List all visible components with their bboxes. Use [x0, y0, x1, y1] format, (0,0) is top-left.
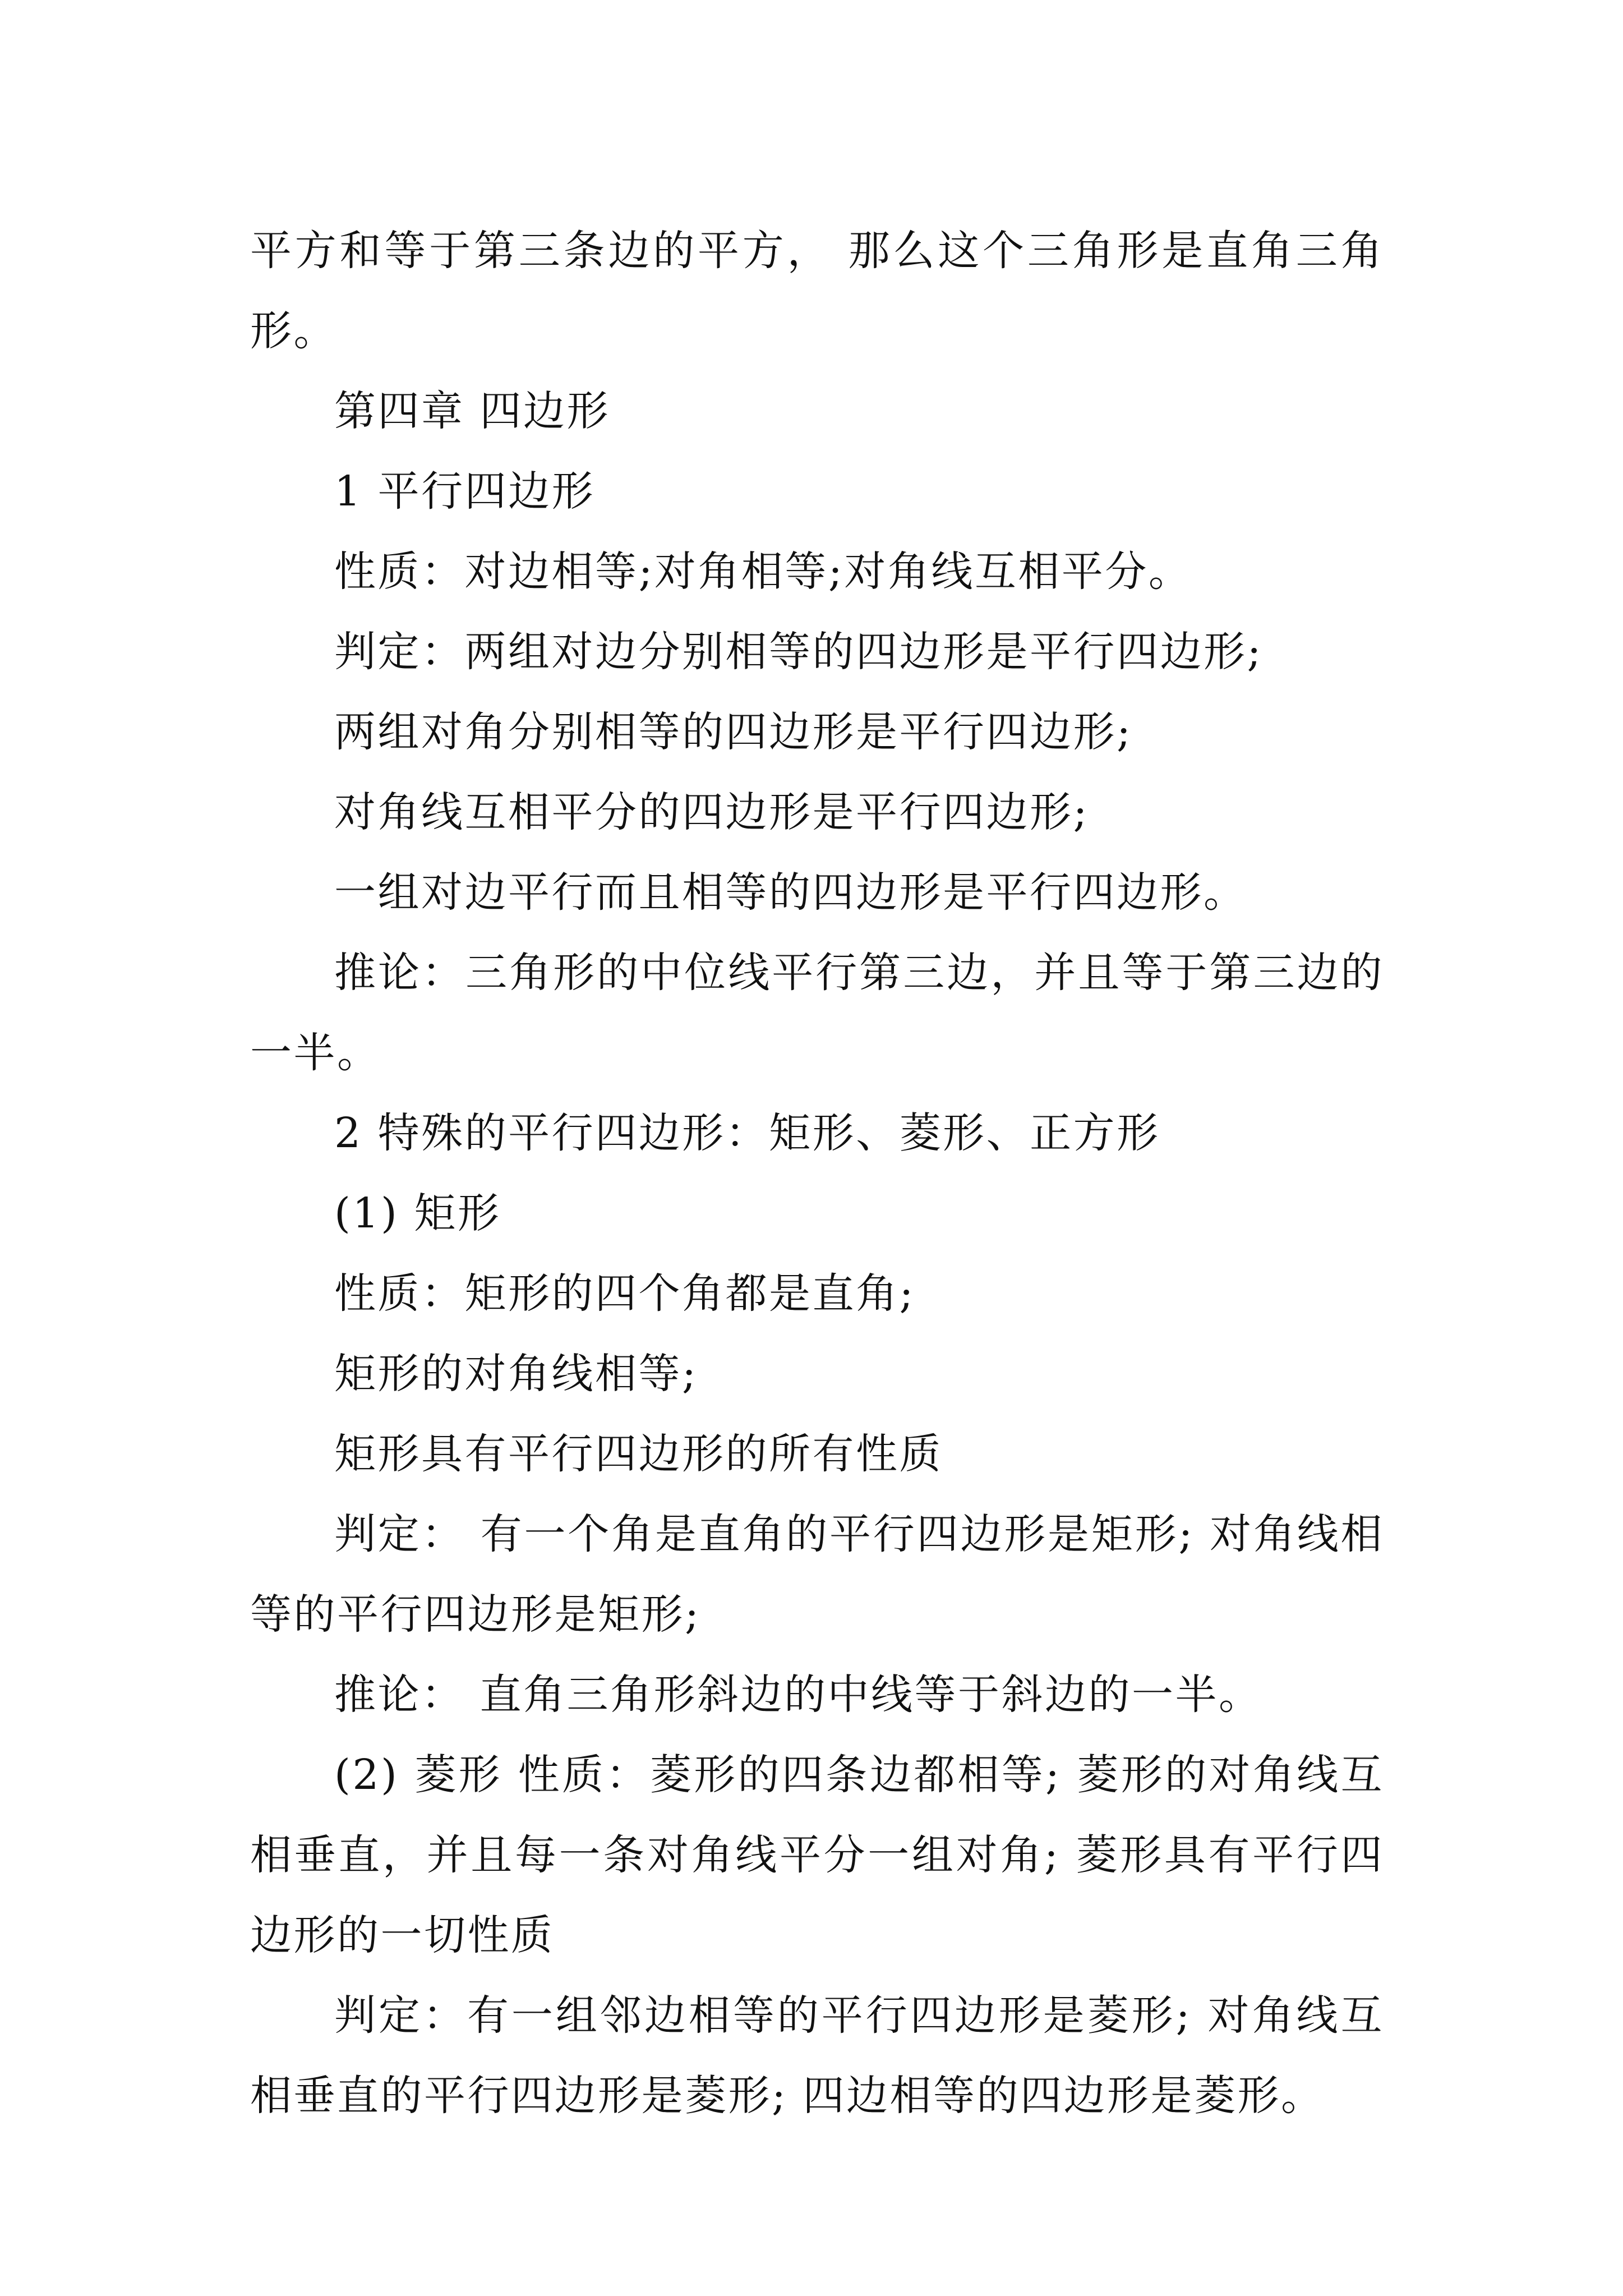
document-body	[250, 211, 1384, 2136]
paragraph-continuation: 平方和等于第三条边的平方， 那么这个三角形是直角三角形。	[250, 227, 1384, 355]
paragraph-rhombus-properties: (2) 菱形 性质：菱形的四条边都相等; 菱形的对角线互相垂直，并且每一条对角线平分一组对角; 菱形具有平行四边形的一切性质	[250, 1751, 1384, 1959]
subsection-heading-rectangle: (1) 矩形	[334, 1189, 501, 1237]
section-heading-parallelogram: 1 平行四边形	[334, 467, 596, 516]
paragraph-criteria: 判定：两组对边分别相等的四边形是平行四边形;	[334, 628, 1263, 676]
paragraph-criteria-4: 一组对边平行而且相等的四边形是平行四边形。	[334, 868, 1247, 917]
paragraph-rectangle-criteria: 判定： 有一个角是直角的平行四边形是矩形; 对角线相等的平行四边形是矩形;	[250, 1510, 1384, 1639]
paragraph-corollary: 推论：三角形的中位线平行第三边，并且等于第三边的一半。	[250, 949, 1384, 1077]
paragraph-rectangle-diagonals: 矩形的对角线相等;	[334, 1350, 698, 1398]
paragraph-criteria-3: 对角线互相平分的四边形是平行四边形;	[334, 788, 1089, 836]
paragraph-properties: 性质：对边相等;对角相等;对角线互相平分。	[334, 547, 1192, 596]
paragraph-rectangle-properties: 性质：矩形的四个角都是直角;	[334, 1269, 915, 1318]
paragraph-rectangle-corollary: 推论： 直角三角形斜边的中线等于斜边的一半。	[334, 1671, 1262, 1719]
section-heading-special: 2 特殊的平行四边形：矩形、菱形、正方形	[334, 1109, 1160, 1157]
paragraph-rectangle-all-properties: 矩形具有平行四边形的所有性质	[334, 1430, 943, 1478]
paragraph-rhombus-criteria: 判定：有一组邻边相等的平行四边形是菱形; 对角线互相垂直的平行四边形是菱形; 四边相等的四边形是菱形。	[250, 1991, 1384, 2120]
chapter-heading: 第四章 四边形	[334, 387, 611, 435]
paragraph-criteria-2: 两组对角分别相等的四边形是平行四边形;	[334, 708, 1133, 756]
